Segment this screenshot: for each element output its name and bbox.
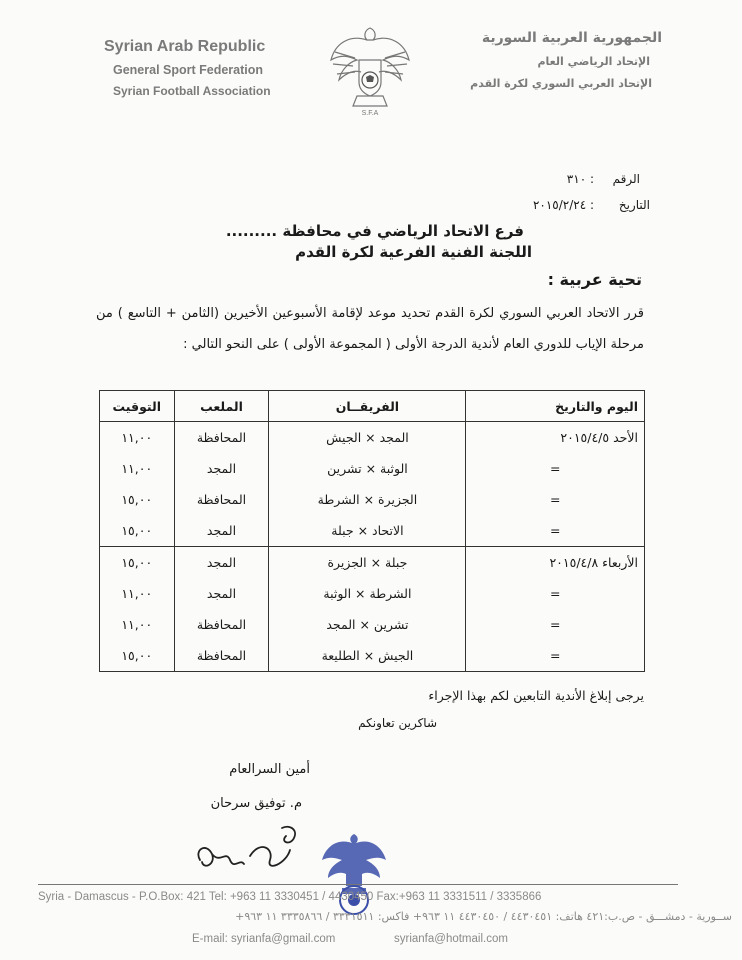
- header-time: التوقيت: [100, 391, 175, 422]
- table-row: [100, 640, 645, 672]
- cell-stadium: المحافظة: [174, 640, 269, 672]
- cell-time: ١١,٠٠: [100, 578, 175, 609]
- schedule-table: [99, 390, 645, 672]
- cell-stadium: المحافظة: [174, 484, 269, 515]
- cell-day: =: [466, 640, 645, 672]
- header-ar-association: الإتحاد العربي السوري لكرة القدم: [470, 77, 652, 90]
- table-row: [100, 515, 645, 547]
- signature-name: م. توفيق سرحان: [210, 796, 302, 811]
- cell-day: =: [466, 578, 645, 609]
- footer-contact-en: Syria - Damascus - P.O.Box: 421 Tel: +963 11 3330451 / 4430450 Fax:+963 11 3331511 / 3335866: [38, 891, 542, 903]
- cell-time: ١١,٠٠: [100, 453, 175, 484]
- stamp-emblem-icon: [318, 830, 390, 920]
- cell-teams: الجيش × الطليعة: [269, 640, 466, 672]
- cell-day: =: [466, 484, 645, 515]
- header-en-federation: General Sport Federation: [113, 63, 264, 77]
- cell-time: ١٥,٠٠: [100, 515, 175, 547]
- addressee-line1: فرع الاتحاد الرياضي في محافظة .........: [225, 222, 524, 240]
- eagle-emblem-icon: [327, 20, 413, 118]
- cell-time: ١٥,٠٠: [100, 484, 175, 515]
- header-en-association: Syrian Football Association: [113, 84, 271, 98]
- table-row: [100, 422, 645, 454]
- thanks-text: شاكرين تعاونكم: [358, 716, 437, 730]
- cell-teams: الاتحاد × جبلة: [269, 515, 466, 547]
- cell-time: ١١,٠٠: [100, 422, 175, 454]
- cell-time: ١٥,٠٠: [100, 547, 175, 579]
- header-ar-country: الجمهورية العربية السورية: [481, 30, 662, 46]
- cell-day: =: [466, 609, 645, 640]
- cell-teams: الشرطة × الوثبة: [269, 578, 466, 609]
- cell-stadium: المجد: [174, 515, 269, 547]
- header-en-country: Syrian Arab Republic: [104, 38, 266, 55]
- header-day: اليوم والتاريخ: [466, 391, 645, 422]
- footer-divider: [38, 884, 678, 885]
- table-row: [100, 547, 645, 579]
- footer-email-hotmail: syrianfa@hotmail.com: [394, 933, 508, 945]
- greeting: تحية عربية :: [547, 270, 642, 289]
- notify-text: يرجى إبلاغ الأندية التابعين لكم بهذا الإجراء: [428, 688, 644, 703]
- addressee-line2: اللجنة الفنية الفرعية لكرة القدم: [295, 243, 532, 261]
- header-ar-federation: الإتحاد الرياضي العام: [537, 55, 650, 68]
- footer-contact-ar: ســورية - دمشـــق - ص.ب:٤٢١ هاتف: ٤٤٣٠٤٥١ / ٤٤٣٠٤٥٠ ١١ ٩٦٣+ فاكس: ٣٣٣١٥١١ / ٣٣٣٥٨٦٦ ١١ ٩٦٣+: [235, 910, 732, 923]
- header-stadium: الملعب: [174, 391, 269, 422]
- cell-teams: الوثبة × تشرين: [269, 453, 466, 484]
- header-teams: الفريقــان: [269, 391, 466, 422]
- cell-day: =: [466, 515, 645, 547]
- table-row: [100, 484, 645, 515]
- cell-stadium: المحافظة: [174, 422, 269, 454]
- cell-teams: الجزيرة × الشرطة: [269, 484, 466, 515]
- cell-stadium: المجد: [174, 578, 269, 609]
- table-row: [100, 578, 645, 609]
- cell-stadium: المجد: [174, 453, 269, 484]
- cell-day: الأربعاء ٢٠١٥/٤/٨: [466, 547, 645, 579]
- cell-teams: جبلة × الجزيرة: [269, 547, 466, 579]
- ref-number-label: الرقم: [612, 172, 640, 186]
- cell-teams: المجد × الجيش: [269, 422, 466, 454]
- table-row: [100, 609, 645, 640]
- cell-stadium: المجد: [174, 547, 269, 579]
- body-paragraph: قرر الاتحاد العربي السوري لكرة القدم تحديد موعد لإقامة الأسبوعين الأخيرين (الثامن + التاسع ) من مرحلة الإياب للدوري العام لأندية الدرجة الأولى ( المجموعة الأولى ) على النحو التالي :: [96, 306, 644, 352]
- ref-number-value: : ٣١٠: [566, 172, 594, 186]
- ref-date-value: : ٢٠١٥/٢/٢٤: [532, 198, 594, 212]
- table-header-row: [100, 391, 645, 422]
- cell-stadium: المحافظة: [174, 609, 269, 640]
- cell-time: ١١,٠٠: [100, 609, 175, 640]
- cell-day: الأحد ٢٠١٥/٤/٥: [466, 422, 645, 454]
- cell-teams: تشرين × المجد: [269, 609, 466, 640]
- table-row: [100, 453, 645, 484]
- ref-date-label: التاريخ: [618, 198, 650, 212]
- footer-email-gmail: E-mail: syrianfa@gmail.com: [192, 933, 336, 945]
- cell-day: =: [466, 453, 645, 484]
- cell-time: ١٥,٠٠: [100, 640, 175, 672]
- signature-title: أمين السرالعام: [229, 762, 310, 777]
- handwritten-signature-icon: [190, 820, 320, 890]
- emblem-label: S.F.A: [361, 110, 379, 117]
